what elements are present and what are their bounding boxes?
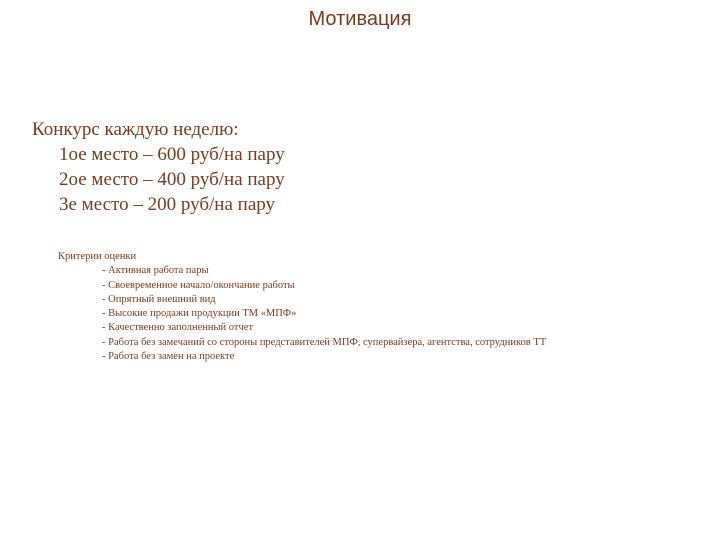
criteria-list: [58, 264, 546, 364]
contest-places-list: [32, 142, 285, 217]
criteria-item: - Активная работа пары: [102, 265, 209, 277]
contest-place-item: 2ое место – 400 руб/на пару: [59, 169, 285, 190]
criteria-item: - Своевременное начало/окончание работы: [102, 279, 295, 291]
criteria-item: - Качественно заполненный отчет: [102, 322, 254, 334]
criteria-item: - Работа без замен на проекте: [102, 351, 235, 363]
slide-title: Мотивация: [308, 8, 412, 30]
criteria-section: [58, 250, 546, 364]
contest-place-item: 3е место – 200 руб/на пару: [59, 194, 275, 215]
contest-heading: Конкурс каждую неделю:: [32, 119, 239, 140]
criteria-item: - Работа без замечаний со стороны представителей МПФ, супервайзера, агентства, сотрудников ТТ: [102, 336, 547, 348]
contest-section: [32, 117, 285, 217]
criteria-heading: Критерии оценки: [58, 251, 137, 262]
criteria-item: - Высокие продажи продукции ТМ «МПФ»: [102, 308, 297, 320]
criteria-item: - Опрятный внешний вид: [102, 293, 216, 305]
contest-place-item: 1ое место – 600 руб/на пару: [59, 144, 285, 165]
